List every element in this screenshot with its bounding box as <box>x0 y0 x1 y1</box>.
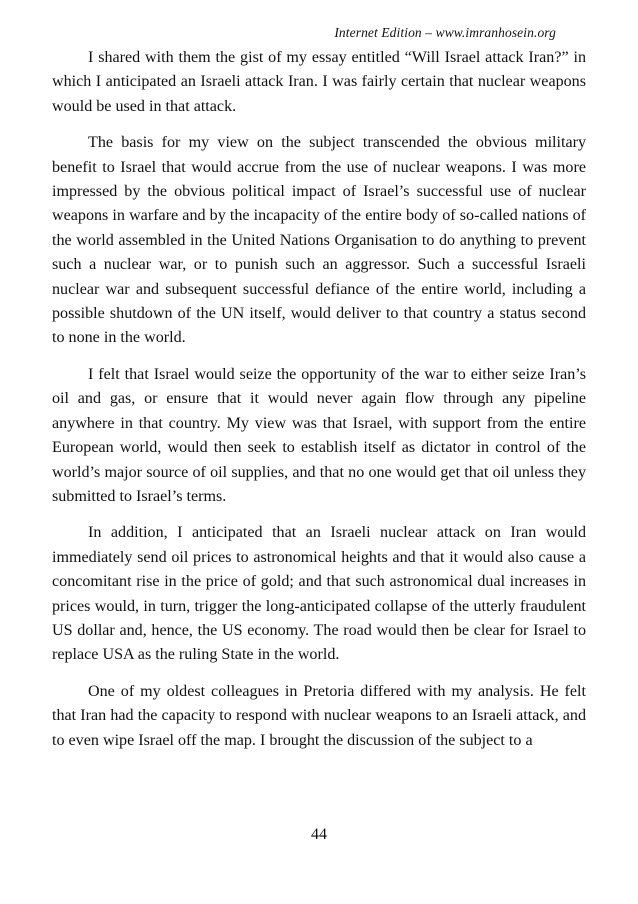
paragraph-5: One of my oldest colleagues in Pretoria differed with my analysis. He felt that Iran had the capacity to respond with nuclear weapons to an Israeli attack, and to even wipe Israel off the map. I brought the discussion of the subject to a <box>52 682 586 749</box>
paragraph-2: The basis for my view on the subject transcended the obvious military benefit to Israel that would accrue from the use of nuclear weapons. I was more impressed by the obvious political impact of Israel’s successful use of nuclear weapons in warfare and by the incapacity of the entire body of so-called nations of the world assembled in the United Nations Organisation to do anything to prevent such a nuclear war, or to punish such an aggressor. Such a successful Israeli nuclear war and subsequent successful defiance of the entire world, including a possible shutdown of the UN itself, would deliver to that country a status second to none in the world. <box>52 134 586 347</box>
page-header: Internet Edition – www.imranhosein.org <box>334 25 556 40</box>
paragraph-1: I shared with them the gist of my essay entitled “Will Israel attack Iran?” in which I anticipated an Israeli attack Iran. I was fairly certain that nuclear weapons would be used in that attack. <box>52 49 586 115</box>
paragraph-3: I felt that Israel would seize the opportunity of the war to either seize Iran’s oil and gas, or ensure that it would never again flow through any pipeline anywhere in that country. My view was that Israel, with support from the entire European world, would then seek to establish itself as dictator in control of the world’s major source of oil supplies, and that no one would get that oil unless they submitted to Israel’s terms. <box>52 365 586 505</box>
page-number: 44 <box>311 826 327 843</box>
paragraph-4: In addition, I anticipated that an Israeli nuclear attack on Iran would immediately send oil prices to astronomical heights and that it would also cause a concomitant rise in the price of gold; and that such astronomical dual increases in prices would, in turn, trigger the long-anticipated collapse of the utterly fraudulent US dollar and, hence, the US economy. The road would then be clear for Israel to replace USA as the ruling State in the world. <box>52 524 586 664</box>
document-body <box>52 46 586 765</box>
